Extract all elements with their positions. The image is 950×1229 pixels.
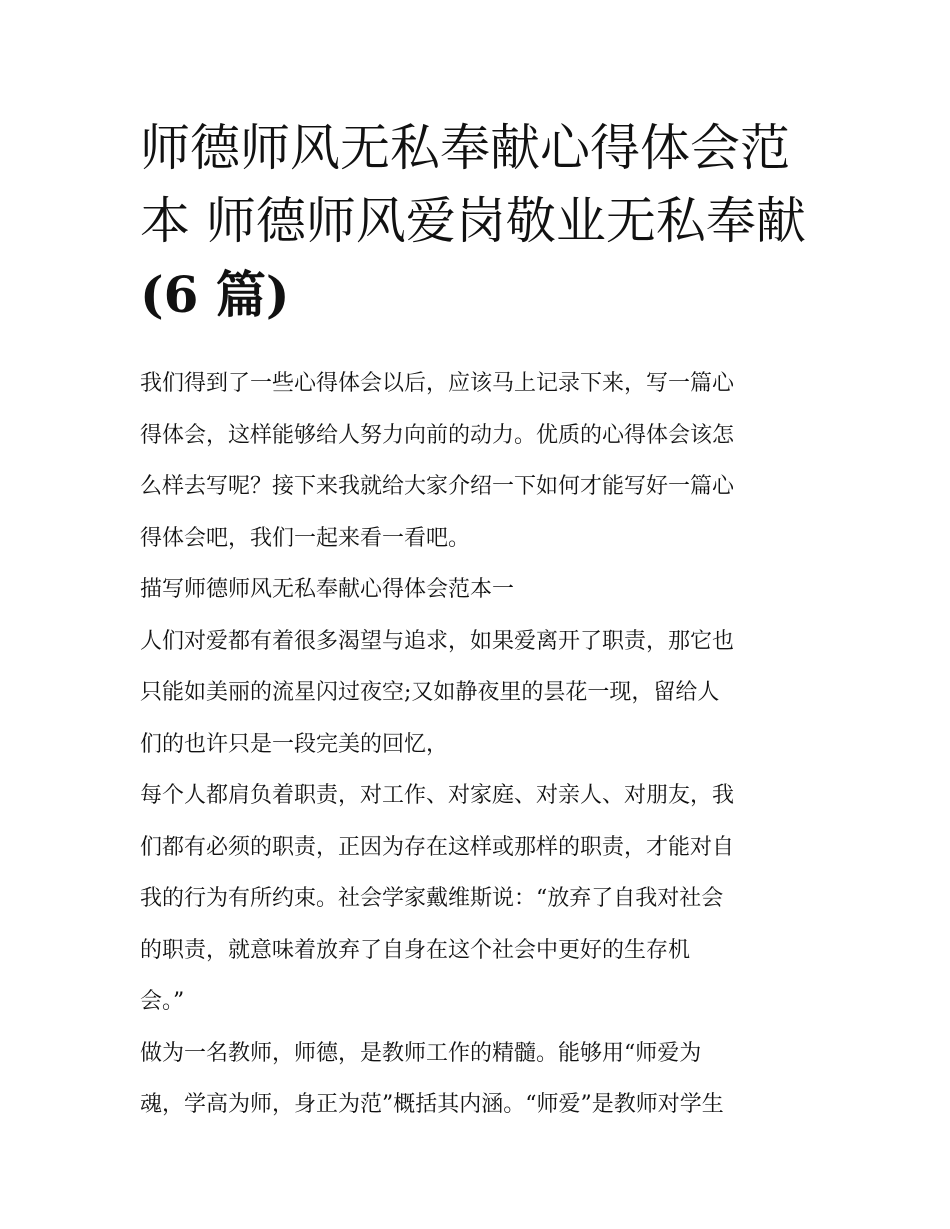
paragraph-line: 魂，学高为师，身正为范”概括其内涵。“师爱”是教师对学生 [140, 1092, 724, 1117]
intro-line: 么样去写呢？接下来我就给大家介绍一下如何才能写好一篇心 [140, 474, 735, 499]
title-line: 本 师德师风爱岗敬业无私奉献 [140, 192, 806, 250]
paragraph-line: 人们对爱都有着很多渴望与追求，如果爱离开了职责，那它也 [140, 628, 735, 654]
paragraph-line: 我的行为有所约束。社会学家戴维斯说：“放弃了自我对社会 [140, 886, 724, 911]
section-heading: 描写师德师风无私奉献心得体会范本一 [140, 577, 515, 602]
title-line: (6 篇) [140, 265, 290, 324]
intro-line: 得体会吧，我们一起来看一看吧。 [140, 525, 471, 551]
paragraph-line: 每个人都肩负着职责，对工作、对家庭、对亲人、对朋友，我 [140, 783, 735, 808]
intro-line: 我们得到了一些心得体会以后，应该马上记录下来，写一篇心 [140, 371, 735, 396]
document-title [140, 112, 820, 331]
paragraph-line: 的职责，就意味着放弃了自身在这个社会中更好的生存机 [140, 937, 691, 963]
intro-line: 得体会，这样能够给人努力向前的动力。优质的心得体会该怎 [140, 422, 735, 448]
paragraph-line: 做为一名教师，师德，是教师工作的精髓。能够用“师爱为 [140, 1040, 702, 1066]
document-body [140, 358, 820, 1131]
paragraph-line: 只能如美丽的流星闪过夜空;又如静夜里的昙花一现，留给人 [140, 680, 720, 705]
paragraph-line: 们的也许只是一段完美的回忆， [140, 731, 449, 757]
paragraph-line: 会。” [140, 989, 185, 1014]
title-line: 师德师风无私奉献心得体会范 [140, 119, 790, 177]
paragraph-line: 们都有必须的职责，正因为存在这样或那样的职责，才能对自 [140, 834, 735, 860]
